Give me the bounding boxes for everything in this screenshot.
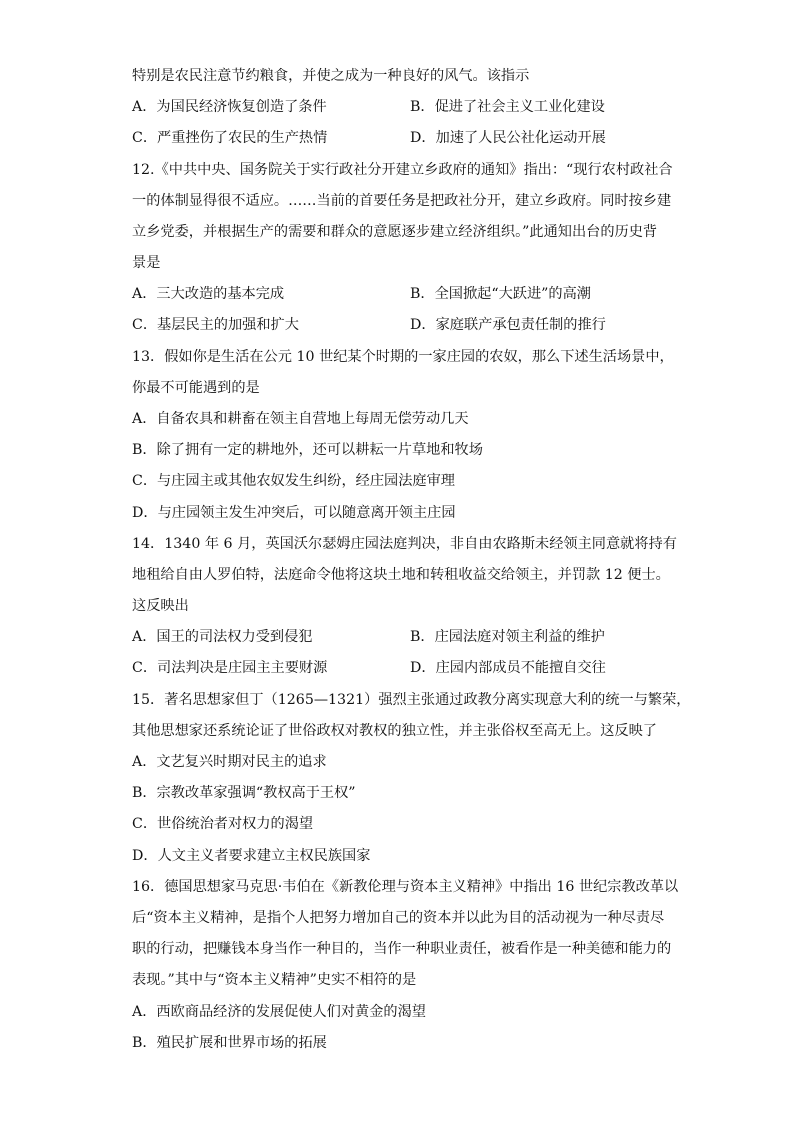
q12-option-a: A．三大改造的基本完成 — [132, 286, 285, 302]
q13-stem-line: 13．假如你是生活在公元 10 世纪某个时期的一家庄园的农奴，那么下述生活场景中， — [132, 349, 674, 365]
q12-option-b: B．全国掀起“大跃进”的高潮 — [410, 286, 591, 302]
q12-stem-line: 12.《中共中央、国务院关于实行政社分开建立乡政府的通知》指出：“现行农村政社合 — [132, 162, 673, 178]
q13-option-a: A．自备农具和耕畜在领主自营地上每周无偿劳动几天 — [132, 411, 469, 427]
q16-stem-line: 表现。”其中与“资本主义精神”史实不相符的是 — [132, 972, 417, 988]
q13-option-b: B．除了拥有一定的耕地外，还可以耕耘一片草地和牧场 — [132, 442, 483, 458]
q14-option-b: B．庄园法庭对领主利益的维护 — [410, 629, 605, 645]
q14-option-d: D．庄园内部成员不能擅自交往 — [410, 660, 606, 676]
q16-option-b: B．殖民扩展和世界市场的拓展 — [132, 1035, 327, 1051]
q11-stem-tail: 特别是农民注意节约粮食，并使之成为一种良好的风气。该指示 — [132, 68, 530, 84]
q14-stem-line: 14．1340 年 6 月，英国沃尔瑟姆庄园法庭判决，非自由农路斯未经领主同意就将持有 — [132, 536, 677, 552]
q15-option-d: D．人文主义者要求建立主权民族国家 — [132, 848, 371, 864]
q12-option-c: C．基层民主的加强和扩大 — [132, 317, 299, 333]
q16-stem-line: 职的行动，把赚钱本身当作一种目的，当作一种职业责任，被看作是一种美德和能力的 — [132, 941, 672, 957]
q15-option-b: B．宗教改革家强调“教权高于王权” — [132, 785, 356, 801]
q11-option-c: C．严重挫伤了农民的生产热情 — [132, 130, 328, 146]
q15-option-c: C．世俗统治者对权力的渴望 — [132, 816, 314, 832]
q13-option-d: D．与庄园领主发生冲突后，可以随意离开领主庄园 — [132, 505, 456, 521]
q12-stem-line: 一的体制显得很不适应。……当前的首要任务是把政社分开，建立乡政府。同时按乡建 — [132, 193, 672, 209]
q12-option-d: D．家庭联产承包责任制的推行 — [410, 317, 606, 333]
q12-stem-line: 景是 — [132, 255, 161, 271]
q15-option-a: A．文艺复兴时期对民主的追求 — [132, 754, 327, 770]
q13-stem-line: 你最不可能遇到的是 — [132, 380, 260, 396]
q16-stem-line: 16．德国思想家马克思·韦伯在《新教伦理与资本主义精神》中指出 16 世纪宗教改革以 — [132, 879, 679, 895]
q14-stem-line: 这反映出 — [132, 598, 189, 614]
q12-stem-line: 立乡党委，并根据生产的需要和群众的意愿逐步建立经济组织。”此通知出台的历史背 — [132, 224, 658, 240]
q14-option-a: A．国王的司法权力受到侵犯 — [132, 629, 313, 645]
q11-option-a: A．为国民经济恢复创造了条件 — [132, 99, 327, 115]
q11-option-d: D．加速了人民公社化运动开展 — [410, 130, 606, 146]
q15-stem-line: 15．著名思想家但丁（1265—1321）强烈主张通过政教分离实现意大利的统一与繁荣， — [132, 692, 691, 708]
q16-option-a: A．西欧商品经济的发展促使人们对黄金的渴望 — [132, 1004, 426, 1020]
q16-stem-line: 后“资本主义精神，是指个人把努力增加自己的资本并以此为目的活动视为一种尽责尽 — [132, 910, 665, 926]
q13-option-c: C．与庄园主或其他农奴发生纠纷，经庄园法庭审理 — [132, 473, 455, 489]
q15-stem-line: 其他思想家还系统论证了世俗政权对教权的独立性，并主张俗权至高无上。这反映了 — [132, 723, 657, 739]
q11-option-b: B．促进了社会主义工业化建设 — [410, 99, 605, 115]
q14-stem-line: 地租给自由人罗伯特，法庭命令他将这块土地和转租收益交给领主，并罚款 12 便士。 — [132, 567, 670, 583]
q14-option-c: C．司法判决是庄园主主要财源 — [132, 660, 328, 676]
